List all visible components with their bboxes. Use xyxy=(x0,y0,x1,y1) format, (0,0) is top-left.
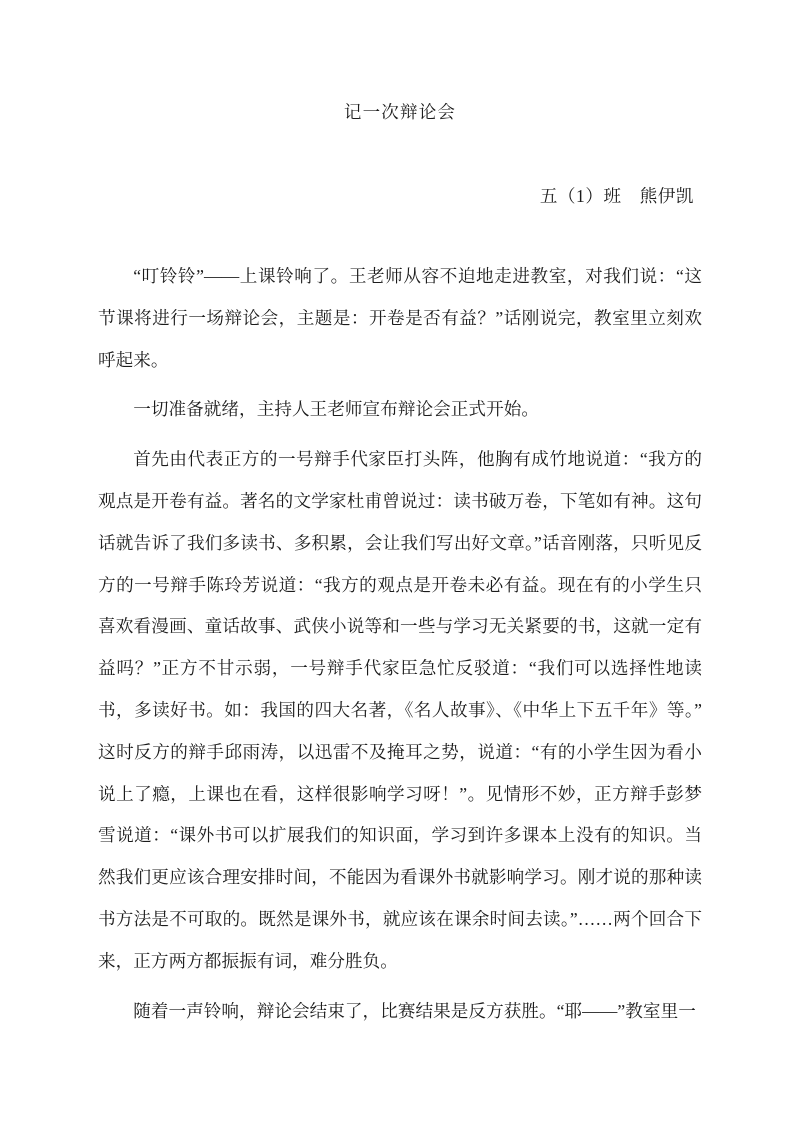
paragraph-1: “叮铃铃”——上课铃响了。王老师从容不迫地走进教室，对我们说：“这节课将进行一场辩论会，主题是：开卷是否有益？”话刚说完，教室里立刻欢呼起来。 xyxy=(98,266,702,370)
page-title: 记一次辩论会 xyxy=(343,102,457,122)
paragraph-4: 随着一声铃响，辩论会结束了，比赛结果是反方获胜。“耶——”教室里一 xyxy=(133,1000,696,1021)
document-content xyxy=(98,0,702,1032)
paragraph-3: 首先由代表正方的一号辩手代家臣打头阵，他胸有成竹地说道：“我方的观点是开卷有益。著名的文学家杜甫曾说过：读书破万卷，下笔如有神。这句话就告诉了我们多读书、多积累，会让我们写出好文章。”话音刚落，只听见反方的一号辩手陈玲芳说道：“我方的观点是开卷未必有益。现在有的小学生只喜欢看漫画、童话故事、武侠小说等和一些与学习无关紧要的书，这就一定有益吗？”正方不甘示弱，一号辩手代家臣急忙反驳道：“我们可以选择性地读书，多读好书。如：我国的四大名著，《名人故事》、《中华上下五千年》等。”这时反方的辩手邱雨涛，以迅雷不及掩耳之势，说道：“有的小学生因为看小说上了瘾，上课也在看，这样很影响学习呀！”。见情形不妙，正方辩手彭梦雪说道：“课外书可以扩展我们的知识面，学习到许多课本上没有的知识。当然我们更应该合理安排时间，不能因为看课外书就影响学习。刚才说的那种读书方法是不可取的。既然是课外书，就应该在课余时间去读。”……两个回合下来，正方两方都振振有词，难分胜负。 xyxy=(98,449,702,971)
byline-author: 五（1）班 熊伊凯 xyxy=(539,186,694,206)
document-body xyxy=(98,210,702,1032)
paragraph-2: 一切准备就绪，主持人王老师宣布辩论会正式开始。 xyxy=(133,399,539,420)
